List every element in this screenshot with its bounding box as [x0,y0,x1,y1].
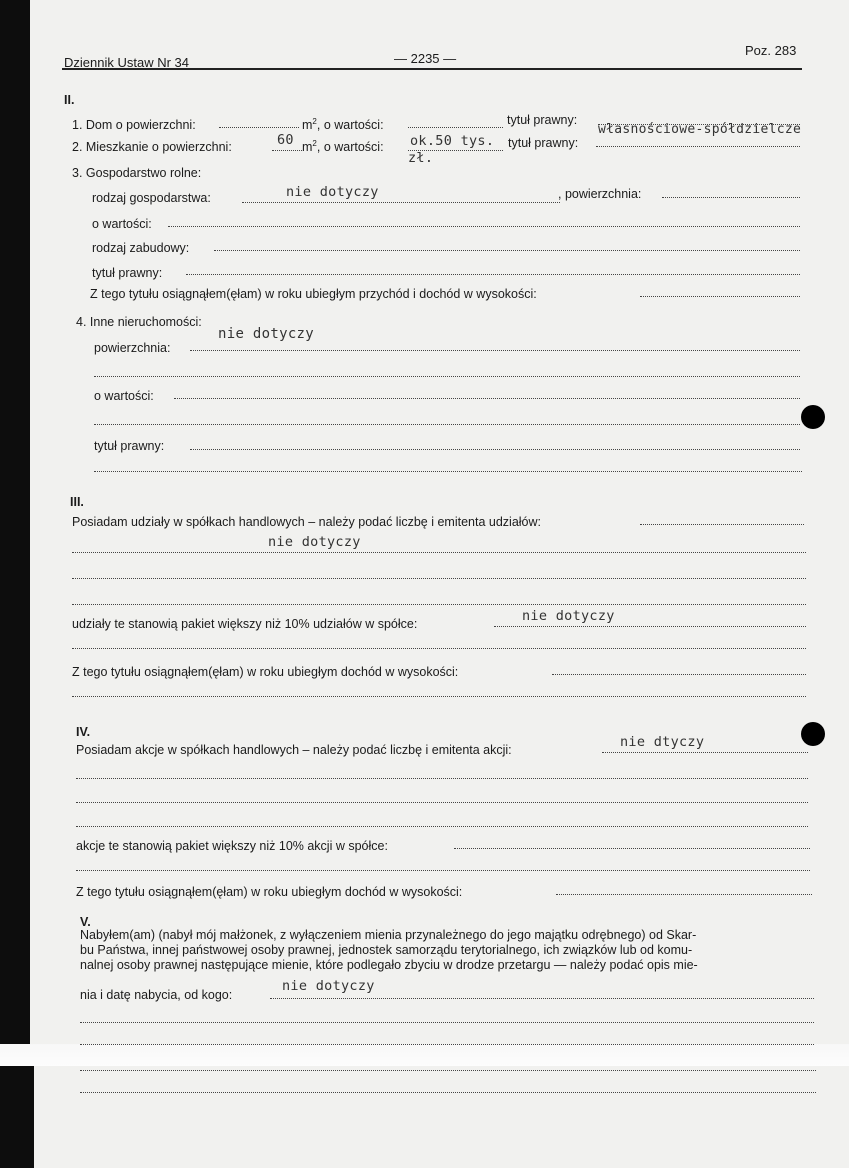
item2-area-value: 60 [277,132,294,148]
stocks-stake-field-2[interactable] [76,870,810,871]
shares-field-4[interactable] [72,604,806,605]
stocks-field[interactable] [602,752,808,753]
acquisition-line-2: bu Państwa, innej państwowej osoby prawnej, jednostek samorządu terytorialnego, ich związków lub od komu- [80,943,693,957]
other-area-field-2[interactable] [94,376,800,377]
acquisition-field-2[interactable] [80,1022,814,1023]
shares-stake-field[interactable] [494,626,806,627]
section-iii-heading: III. [70,495,84,509]
item1-title-label: tytuł prawny: [507,113,578,127]
farm-area-label: , powierzchnia: [558,187,642,201]
item2-unit-label: $m^2$, o wartości: [302,139,384,155]
shares-field-2[interactable] [72,552,806,553]
acquisition-line-3: nalnej osoby prawnej następujące mienie, które podlegało zbyciu w drodze przetargu — należy podać opis mie- [80,958,698,972]
other-value-field-2[interactable] [94,424,800,425]
farm-type-value: nie dotyczy [286,184,379,200]
shares-label: Posiadam udziały w spółkach handlowych – należy podać liczbę i emitenta udziałów: [72,515,542,529]
farm-area-field[interactable] [662,197,800,198]
other-area-label: powierzchnia: [94,341,171,355]
farm-value-field[interactable] [168,226,800,227]
acquisition-field-4[interactable] [80,1070,816,1071]
other-title-field-2[interactable] [94,471,802,472]
item2-title-label: tytuł prawny: [508,136,579,150]
scan-light-band [0,1044,849,1066]
shares-stake-label: udziały te stanowią pakiet większy niż 10% udziałów w spółce: [72,617,418,631]
stocks-field-4[interactable] [76,826,808,827]
acquisition-value: nie dotyczy [282,978,375,994]
acquisition-line-4: nia i datę nabycia, od kogo: [80,988,233,1002]
scan-edge-left-bottom [0,1066,34,1168]
shares-stake-field-2[interactable] [72,648,806,649]
stocks-stake-field[interactable] [454,848,810,849]
item1-unit-label: $m^2$, o wartości: [302,117,384,133]
shares-income-label: Z tego tytułu osiągnąłem(ęłam) w roku ubiegłym dochód w wysokości: [72,665,459,679]
other-value-label: o wartości: [94,389,154,403]
shares-income-field-2[interactable] [72,696,806,697]
other-title-field[interactable] [190,449,800,450]
position-number: Poz. 283 [745,43,797,58]
farm-type-field[interactable] [242,202,560,203]
section-iv-heading: IV. [76,725,91,739]
farm-title-label: tytuł prawny: [92,266,163,280]
farm-income-field[interactable] [640,296,800,297]
section-ii-heading: II. [64,93,75,107]
acquisition-field[interactable] [270,998,814,999]
punch-hole-2 [801,722,825,746]
acquisition-field-3[interactable] [80,1044,814,1045]
stocks-label: Posiadam akcje w spółkach handlowych – należy podać liczbę i emitenta akcji: [76,743,512,757]
farm-title-field[interactable] [186,274,800,275]
farm-value-label: o wartości: [92,217,152,231]
other-value-field[interactable] [174,398,800,399]
item2-value-value: ok.50 tys. [410,133,495,149]
item3-label: 3. Gospodarstwo rolne: [72,166,202,180]
item2-title-field[interactable] [596,146,800,147]
acquisition-line-1: Nabyłem(am) (nabył mój małżonek, z wyłączeniem mienia przynależnego do jego majątku odrębnego) od Skar- [80,928,697,942]
stocks-field-2[interactable] [76,778,808,779]
stocks-stake-label: akcje te stanowią pakiet większy niż 10% akcji w spółce: [76,839,388,853]
page-number: — 2235 — [394,51,457,66]
shares-field-3[interactable] [72,578,806,579]
item2-title-value: własnościowe-spółdzielcze [598,122,802,137]
item2-label: 2. Mieszkanie o powierzchni: [72,140,232,154]
journal-name: Dziennik Ustaw Nr 34 [64,55,189,70]
stocks-income-field[interactable] [556,894,812,895]
farm-type-label: rodzaj gospodarstwa: [92,191,211,205]
item4-label: 4. Inne nieruchomości: [76,315,202,329]
shares-field[interactable] [640,524,804,525]
farm-buildings-field[interactable] [214,250,800,251]
acquisition-field-5[interactable] [80,1092,816,1093]
header-rule [62,68,802,70]
section-v-heading: V. [80,915,91,929]
farm-income-label: Z tego tytułu osiągnąłem(ęłam) w roku ubiegłym przychód i dochód w wysokości: [90,287,537,301]
item1-label: 1. Dom o powierzchni: [72,118,196,132]
item2-area-field[interactable] [272,150,302,151]
item1-value-field[interactable] [408,127,503,128]
stocks-value: nie dtyczy [620,734,705,750]
stocks-income-label: Z tego tytułu osiągnąłem(ęłam) w roku ubiegłym dochód w wysokości: [76,885,463,899]
scan-edge-left [0,0,30,1168]
item2-value-cont: zł. [408,150,434,166]
item1-area-field[interactable] [219,127,299,128]
punch-hole-1 [801,405,825,429]
other-title-label: tytuł prawny: [94,439,165,453]
shares-income-field[interactable] [552,674,806,675]
other-area-field[interactable] [190,350,800,351]
other-value-hw: nie dotyczy [218,326,315,342]
shares-value: nie dotyczy [268,534,361,550]
farm-buildings-label: rodzaj zabudowy: [92,241,190,255]
shares-stake-value: nie dotyczy [522,608,615,624]
stocks-field-3[interactable] [76,802,808,803]
